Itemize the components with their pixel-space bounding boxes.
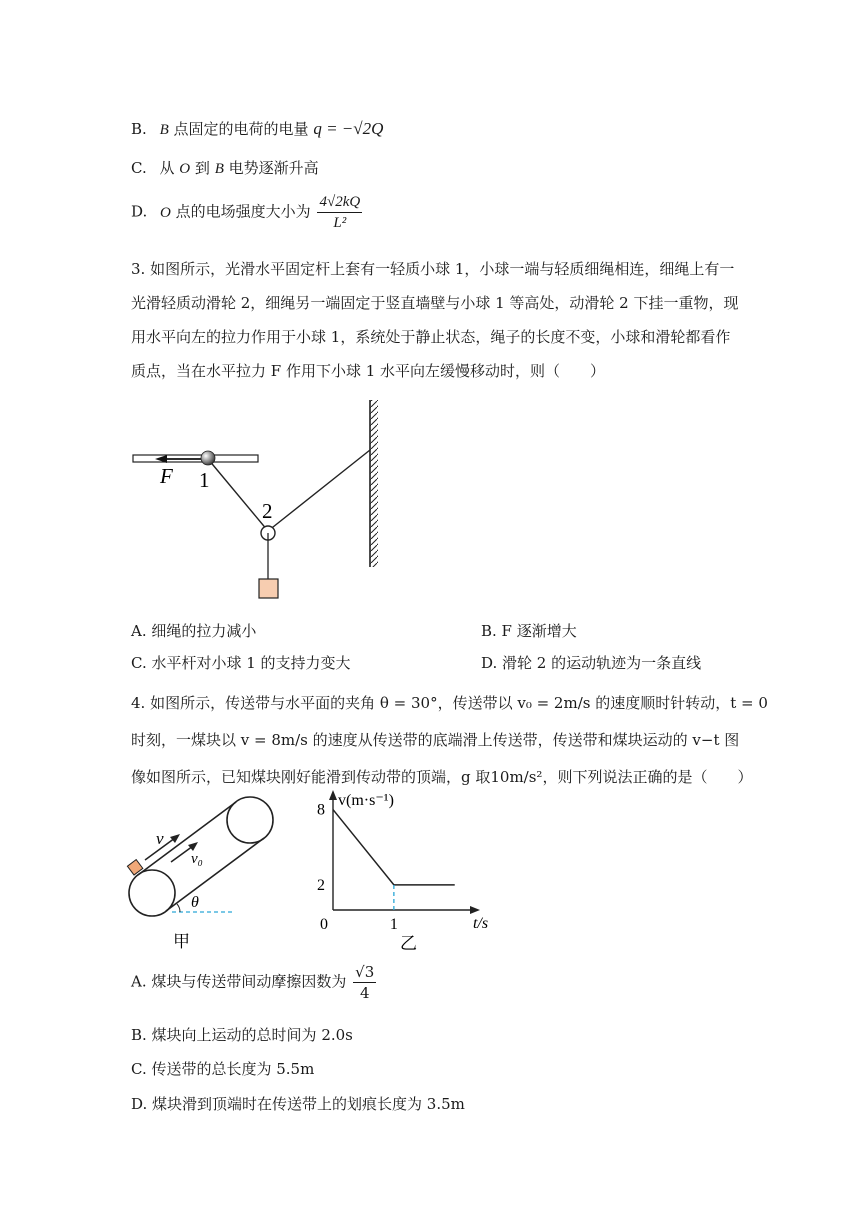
y-tick-label-8: 8 — [317, 801, 325, 819]
q2-option-d — [131, 192, 364, 233]
point-label: B — [159, 122, 169, 138]
point-o: O — [160, 204, 171, 221]
option-text-1: 从 — [159, 159, 175, 177]
belt-upper — [138, 802, 236, 875]
q4-stem-line-2: 时刻，一煤块以 v = 8m/s 的速度从传送带的底端滑上传送带，传送带和煤块运动的 v−t 图 — [131, 731, 740, 749]
charge-formula: q = −√2Q — [313, 119, 384, 138]
fraction-denominator: L² — [333, 215, 347, 231]
q4-option-a — [131, 962, 378, 1003]
q3-pulley-figure — [125, 395, 395, 605]
v-label: v — [156, 829, 164, 848]
belt-velocity-arrow-head — [188, 842, 198, 851]
option-prefix: C. — [131, 159, 147, 177]
x-tick-label-0: 0 — [320, 916, 328, 933]
ball-label: 1 — [199, 468, 210, 492]
q4-stem-line-1: 4. 如图所示，传送带与水平面的夹角 θ = 30°，传送带以 v₀ = 2m/s 的速度顺时针转动，t = 0 — [131, 694, 768, 712]
q3-stem-line-3: 用水平向左的拉力作用于小球 1，系统处于静止状态，绳子的长度不变，小球和滑轮都看作 — [131, 328, 731, 346]
option-text: 点的电场强度大小为 — [175, 202, 311, 221]
q3-stem-line-4: 质点，当在水平拉力 F 作用下小球 1 水平向左缓慢移动时，则（ ） — [131, 362, 606, 380]
y-axis-label: v(m·s⁻¹) — [338, 792, 394, 809]
figure-caption-jia: 甲 — [173, 932, 190, 951]
x-tick-label-1: 1 — [389, 916, 398, 933]
rope-left — [208, 459, 268, 531]
option-prefix: B. — [131, 120, 147, 138]
option-text-3: 电势逐渐升高 — [228, 159, 319, 177]
option-prefix: D. — [131, 202, 148, 221]
v-t-graph — [305, 785, 505, 960]
force-label: F — [160, 464, 173, 488]
q3-option-c: C. 水平杆对小球 1 的支持力变大 — [131, 654, 351, 672]
field-strength-fraction — [317, 192, 362, 233]
q4-option-d: D. 煤块滑到顶端时在传送带上的划痕长度为 3.5m — [131, 1095, 465, 1113]
option-a-text: A. 煤块与传送带间动摩擦因数为 — [131, 972, 347, 991]
ball-1 — [201, 451, 215, 465]
q2-option-b — [131, 118, 383, 139]
fraction-numerator: 4√2kQ — [317, 192, 362, 213]
graph-marks — [317, 802, 455, 933]
q4-option-b: B. 煤块向上运动的总时间为 2.0s — [131, 1026, 353, 1044]
v0-label: v₀ — [191, 851, 203, 867]
rope-right — [268, 450, 370, 531]
fraction-denominator: 4 — [359, 984, 370, 1002]
option-text: 点固定的电荷的电量 — [173, 120, 309, 138]
q3-stem-line-2: 光滑轻质动滑轮 2，细绳另一端固定于竖直墙壁与小球 1 等高处，动滑轮 2 下挂一重物，现 — [131, 294, 739, 312]
angle-arc — [177, 904, 180, 912]
conveyor-belt-figure — [125, 790, 300, 955]
x-axis-arrow — [470, 906, 480, 914]
point-o: O — [179, 161, 191, 177]
friction-coefficient-fraction — [353, 962, 376, 1003]
option-text-2: 到 — [194, 159, 210, 177]
q4-option-c: C. 传送带的总长度为 5.5m — [131, 1060, 315, 1078]
wall-hatching — [370, 400, 378, 567]
pulley-label: 2 — [262, 499, 273, 523]
y-axis-arrow — [329, 790, 337, 800]
velocity-series-line — [333, 810, 455, 885]
y-tick-label-2: 2 — [317, 876, 325, 894]
point-b: B — [214, 161, 224, 177]
q4-stem-line-3: 像如图所示，已知煤块刚好能滑到传动带的顶端，g 取10m/s²，则下列说法正确的是（ ） — [131, 768, 753, 786]
q3-option-a: A. 细绳的拉力减小 — [131, 622, 257, 640]
x-axis-label: t/s — [473, 915, 489, 932]
theta-label: θ — [191, 894, 199, 911]
figure-caption-yi: 乙 — [400, 934, 417, 953]
belt-lower — [166, 838, 264, 911]
q2-option-c — [131, 157, 319, 178]
velocity-arrow-head — [170, 834, 180, 843]
q3-option-d: D. 滑轮 2 的运动轨迹为一条直线 — [481, 654, 702, 672]
fraction-numerator: √3 — [355, 963, 375, 981]
q3-stem-line-1: 3. 如图所示，光滑水平固定杆上套有一轻质小球 1，小球一端与轻质细绳相连，细绳上有一 — [131, 260, 735, 278]
q3-option-b: B. F 逐渐增大 — [481, 622, 577, 640]
weight-block — [259, 579, 278, 598]
